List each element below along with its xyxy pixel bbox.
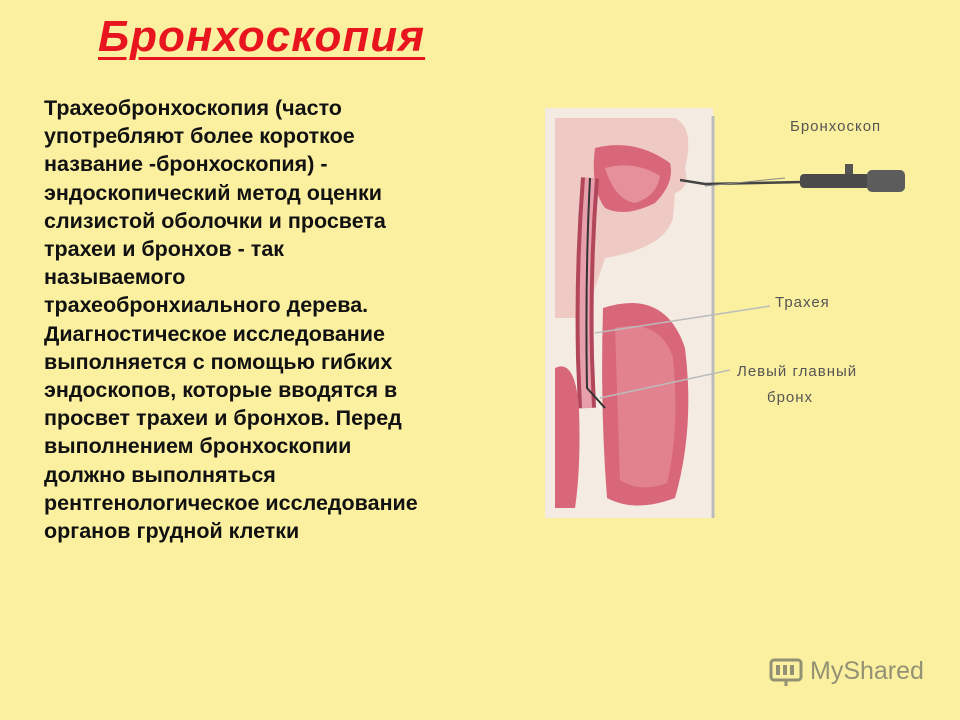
label-left-bronchus-line1: Левый главный <box>737 363 858 380</box>
watermark <box>768 654 924 688</box>
slide-title: Бронхоскопия <box>98 12 426 61</box>
right-lung <box>555 366 580 508</box>
bronchoscope-handle <box>800 174 870 188</box>
watermark-text: MyShared <box>810 656 924 685</box>
label-trachea: Трахея <box>775 294 830 311</box>
label-left-bronchus-line2: бронх <box>767 389 814 406</box>
myshared-logo-icon <box>768 654 804 688</box>
label-bronchoscope: Бронхоскоп <box>790 118 882 135</box>
slide-body-text: Трахеобронхоскопия (часто употребляют более короткое название -бронхоскопия) - эндоскопический метод оценки слизистой оболочки и просвета трахеи и бронхов - так называемого трахеобронхиального дерева. Диагностическое исследование выполняется с помощью гибких эндоскопов, которые вводятся в просвет трахеи и бронхов. Перед выполнением бронхоскопии должно выполняться рентгенологическое исследование органов грудной клетки <box>44 96 418 544</box>
bronchoscopy-illustration <box>545 108 925 528</box>
bronchoscope-eyepiece <box>867 170 905 192</box>
